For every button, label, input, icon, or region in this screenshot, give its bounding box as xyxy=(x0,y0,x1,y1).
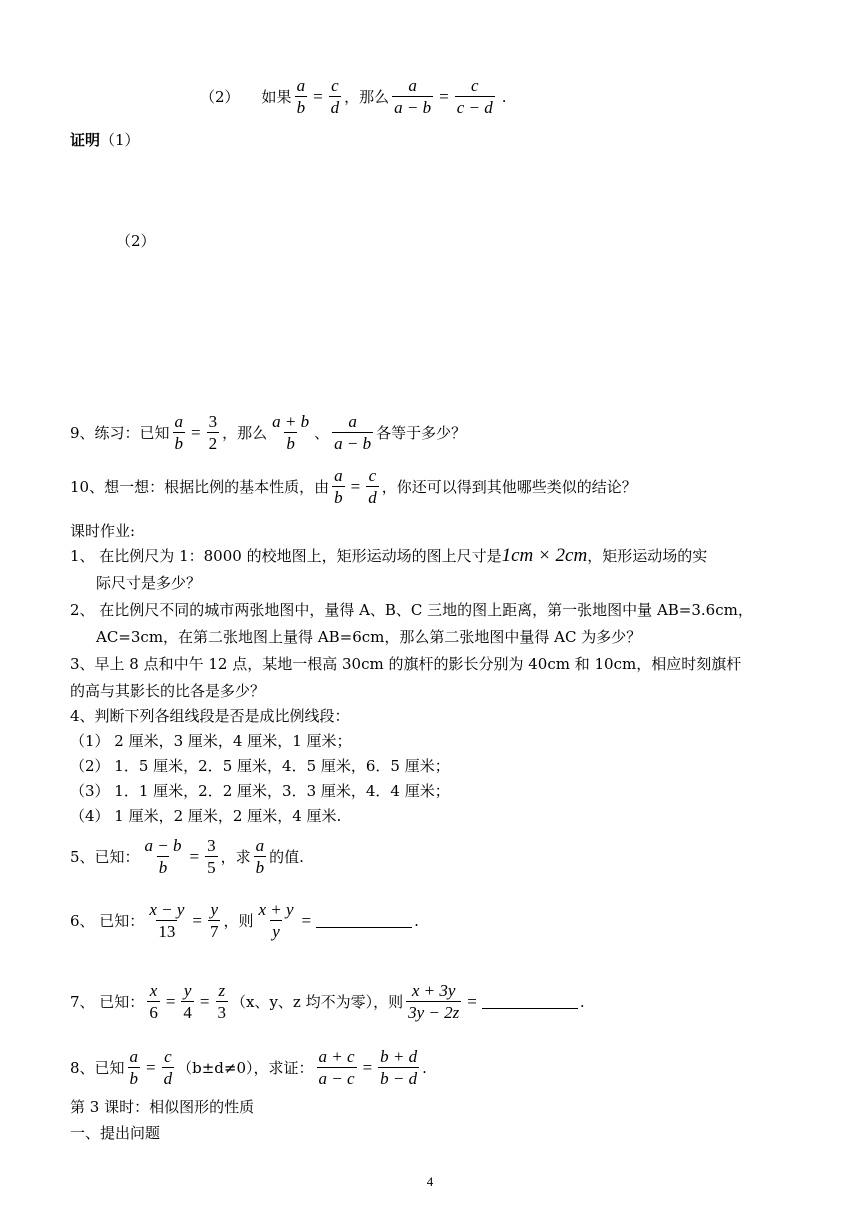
h4-item-text: （2） 1．5 厘米，2．5 厘米，4．5 厘米，6．5 厘米； xyxy=(70,757,450,775)
h5-lead: 5、已知： xyxy=(70,847,140,866)
fraction-a-over-b: $\frac{a}{b}$ xyxy=(129,1047,139,1088)
equals-sign: = xyxy=(191,422,201,442)
fraction-a-plus-c-over-a-minus-c: $\frac{a + c}{a - c}$ xyxy=(318,1047,355,1088)
h1-text-b: ，矩形运动场的实 xyxy=(587,547,708,565)
fraction-x-over-6: $\frac{x}{6}$ xyxy=(149,981,158,1022)
fraction-x-minus-y-over-13: $\frac{x - y}{13}$ xyxy=(149,900,185,941)
h7-cond: （x、y、z 均不为零），则 xyxy=(231,992,404,1011)
fraction-b-plus-d-over-b-minus-d: $\frac{b + d}{b - d}$ xyxy=(380,1047,418,1088)
lesson-3-title xyxy=(70,1097,254,1117)
equals-sign: = xyxy=(439,86,449,106)
fraction-a-over-a-minus-b: $\frac{a}{a - b}$ xyxy=(394,76,432,117)
q9-lead: 9、练习：已知 xyxy=(70,423,170,442)
h2-text-b: AC=3cm，在第二张地图上量得 AB=6cm，那么第二张地图中量得 AC 为多少？ xyxy=(96,628,642,646)
h4-item-text: （3） 1．1 厘米，2．2 厘米，3．3 厘米，4．4 厘米； xyxy=(70,782,450,800)
h7-end: . xyxy=(579,992,585,1011)
homework-7 xyxy=(70,981,585,1022)
homework-4-item-1 xyxy=(70,731,352,751)
question-10 xyxy=(70,466,637,507)
h5-mid: ，求 xyxy=(220,847,251,866)
homework-6 xyxy=(70,900,419,941)
equals-sign: = xyxy=(313,86,323,106)
homework-4-item-3 xyxy=(70,781,450,801)
fraction-c-over-c-minus-d: $\frac{c}{c - d}$ xyxy=(456,76,493,117)
lesson-3-section-text: 一、提出问题 xyxy=(70,1124,161,1142)
homework-3-line-1 xyxy=(70,654,741,674)
if-text: 如果 xyxy=(261,87,292,106)
proof-line xyxy=(70,130,140,150)
fraction-a-over-b: $\frac{a}{b}$ xyxy=(296,76,306,117)
homework-4-title xyxy=(70,706,350,726)
h5-tail: 的值. xyxy=(269,847,304,866)
fraction-a-plus-b-over-b: $\frac{a + b}{b}$ xyxy=(272,412,310,453)
homework-title xyxy=(70,521,135,541)
homework-4-item-2 xyxy=(70,756,450,776)
proof-label: 证明 xyxy=(70,131,101,149)
h1-text-c: 际尺寸是多少？ xyxy=(96,574,202,592)
h7-lead: 7、 已知： xyxy=(70,992,145,1011)
h3-text-a: 3、早上 8 点和中午 12 点，某地一根高 30cm 的旗杆的影长分别为 40cm 和 10cm，相应时刻旗杆 xyxy=(70,655,742,673)
fraction-a-over-a-minus-b: $\frac{a}{a - b}$ xyxy=(334,412,372,453)
homework-1-line-1 xyxy=(70,546,707,566)
h6-end: . xyxy=(414,911,419,930)
h1-dimension: 1cm × 2cm xyxy=(501,545,588,566)
equals-sign: = xyxy=(189,846,200,866)
lesson-3-title-text: 第 3 课时：相似图形的性质 xyxy=(70,1098,255,1116)
q10-tail: ，你还可以得到其他哪些类似的结论？ xyxy=(381,477,637,496)
fraction-x-plus-3y-over-3y-minus-2z: $\frac{x + 3y}{3y - 2z}$ xyxy=(408,981,460,1022)
answer-blank[interactable] xyxy=(316,913,412,928)
homework-8 xyxy=(70,1047,427,1088)
proof-part-2 xyxy=(116,231,156,251)
h6-mid: ，则 xyxy=(223,911,254,930)
h4-item-text: （1） 2 厘米，3 厘米，4 厘米，1 厘米； xyxy=(70,732,352,750)
h1-text-a: 1、 在比例尺为 1：8000 的校地图上，矩形运动场的图上尺寸是 xyxy=(70,547,502,565)
fraction-y-over-4: $\frac{y}{4}$ xyxy=(183,981,192,1022)
equals-sign: = xyxy=(146,1057,156,1077)
fraction-z-over-3: $\frac{z}{3}$ xyxy=(217,981,226,1022)
homework-4-item-4 xyxy=(70,806,341,826)
page-number: 4 xyxy=(426,1174,434,1189)
header-item-line xyxy=(200,76,507,117)
homework-1-line-2 xyxy=(96,573,201,593)
equals-sign: = xyxy=(350,476,361,496)
equals-sign: = xyxy=(362,1057,373,1077)
h8-lead: 8、已知 xyxy=(70,1058,125,1077)
equals-sign: = xyxy=(192,910,202,930)
item-number: （2） xyxy=(200,87,240,106)
h4-item-text: （4） 1 厘米，2 厘米，2 厘米，4 厘米. xyxy=(70,807,342,825)
fraction-c-over-d: $\frac{c}{d}$ xyxy=(330,76,340,117)
h2-text-a: 2、 在比例尺不同的城市两张地图中，量得 A、B、C 三地的图上距离，第一张地图中量 AB=3.6cm， xyxy=(70,601,753,619)
fraction-x-plus-y-over-y: $\frac{x + y}{y}$ xyxy=(258,900,294,941)
equals-sign: = xyxy=(467,991,477,1011)
homework-5 xyxy=(70,836,304,877)
homework-2-line-2 xyxy=(96,627,641,647)
fraction-a-over-b: $\frac{a}{b}$ xyxy=(174,412,184,453)
h3-text-b: 的高与其影长的比各是多少？ xyxy=(70,682,266,700)
fraction-a-over-b: $\frac{a}{b}$ xyxy=(334,466,343,507)
fraction-3-over-2: $\frac{3}{2}$ xyxy=(208,412,218,453)
fraction-y-over-7: $\frac{y}{7}$ xyxy=(209,900,219,941)
lesson-3-section xyxy=(70,1123,160,1143)
fraction-a-minus-b-over-b: $\frac{a - b}{b}$ xyxy=(144,836,182,877)
equals-sign: = xyxy=(199,991,210,1011)
equals-sign: = xyxy=(301,910,312,930)
proof-part-2-label: （2） xyxy=(116,232,156,250)
h6-lead: 6、 已知： xyxy=(70,911,145,930)
h8-end: . xyxy=(422,1058,427,1077)
period: . xyxy=(501,87,507,106)
equals-sign: = xyxy=(165,991,176,1011)
fraction-3-over-5: $\frac{3}{5}$ xyxy=(207,836,216,877)
h8-cond: （b±d≠0），求证： xyxy=(177,1058,314,1077)
fraction-c-over-d: $\frac{c}{d}$ xyxy=(368,466,377,507)
fraction-c-over-d: $\frac{c}{d}$ xyxy=(163,1047,173,1088)
proof-part-1: （1） xyxy=(100,131,140,149)
fraction-a-over-b: $\frac{a}{b}$ xyxy=(255,836,265,877)
q9-mid: ，那么 xyxy=(222,423,268,442)
answer-blank[interactable] xyxy=(482,994,578,1009)
question-9 xyxy=(70,412,466,453)
q9-tail: 各等于多少？ xyxy=(376,423,467,442)
homework-title-text: 课时作业: xyxy=(70,522,136,540)
homework-3-line-2 xyxy=(70,681,265,701)
q9-sep: 、 xyxy=(314,423,330,442)
h4-title-text: 4、判断下列各组线段是否是成比例线段： xyxy=(70,707,350,725)
homework-2-line-1 xyxy=(70,600,753,620)
q10-lead: 10、想一想：根据比例的基本性质，由 xyxy=(70,477,330,496)
then-text: ，那么 xyxy=(344,87,390,106)
